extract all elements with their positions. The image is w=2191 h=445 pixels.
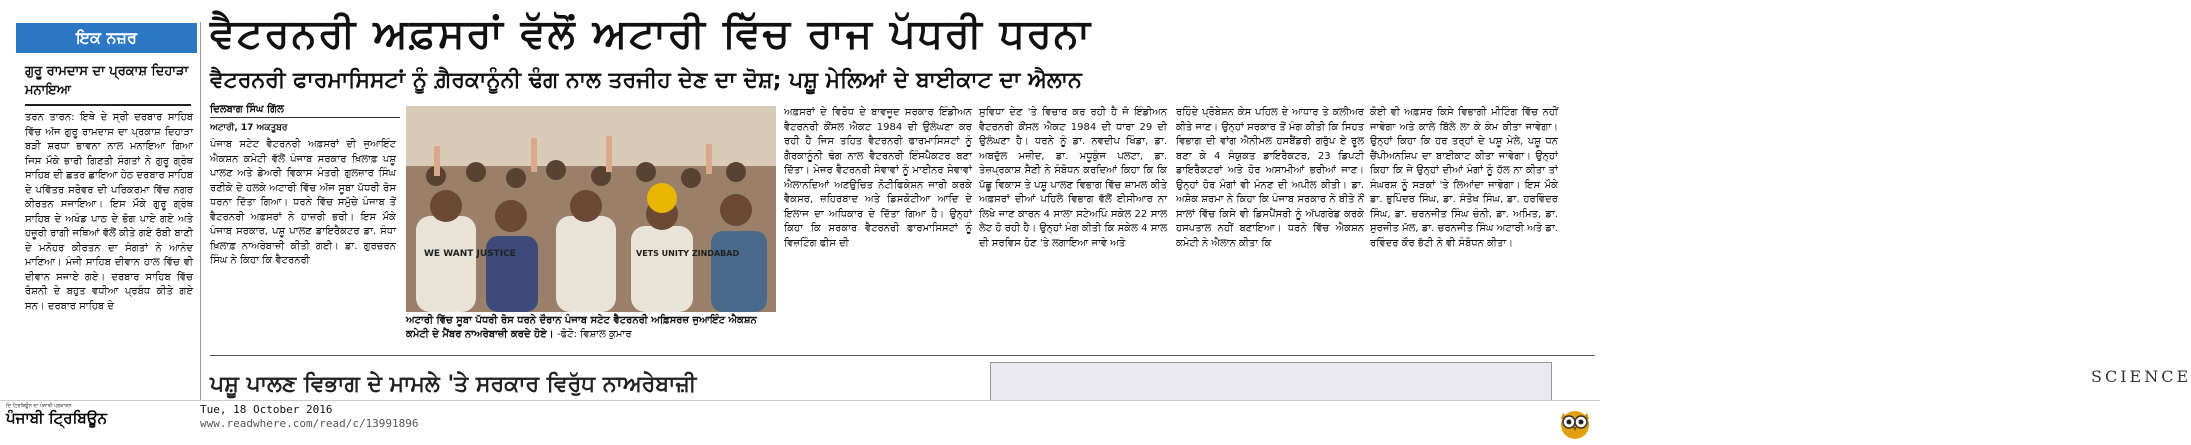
logo-tagline: ਦਿ ਟ੍ਰਿਬਿਊਨ ਦਾ ਪੰਜਾਬੀ ਪ੍ਰਕਾਸ਼ਨ — [6, 403, 72, 409]
publication-logo[interactable]: ਪੰਜਾਬੀ ਟ੍ਰਿਬਿਊਨ — [6, 409, 108, 427]
shirt-text-1: WE WANT JUSTICE — [424, 249, 516, 259]
sidebar-body: ਤਰਨ ਤਾਰਨ: ਇਥੇ ਦੇ ਸ੍ਰੀ ਦਰਬਾਰ ਸਾਹਿਬ ਵਿੱਚ ਅੱਜ ਗੁਰੂ ਰਾਮਦਾਸ ਦਾ ਪ੍ਰਕਾਸ਼ ਦਿਹਾੜਾ ਬੜੀ ਸ਼ਰਧਾ ਭਾਵਨਾ ਨਾਲ ਮਨਾਇਆ ਗਿਆ ਜਿਸ ਮੌਕੇ ਭਾਰੀ ਗਿਣਤੀ ਸੰਗਤਾਂ ਨੇ ਗੁਰੂ ਗ੍ਰੰਥ ਸਾਹਿਬ ਦੀ ਛਤਰ ਛਾਇਆ ਹੇਠ ਦਰਬਾਰ ਸਾਹਿਬ ਦੇ ਪਵਿੱਤਰ ਸਰੋਵਰ ਦੀ ਪਰਿਕਰਮਾ ਵਿੱਚ ਨਗਰ ਕੀਰਤਨ ਸਜਾਇਆ। ਇਸ ਮੌਕੇ ਗੁਰੂ ਗ੍ਰੰਥ ਸਾਹਿਬ ਦੇ ਅਖੰਡ ਪਾਠ ਦੇ ਭੋਗ ਪਾਏ ਗਏ ਅਤੇ ਹਜ਼ੂਰੀ ਰਾਗੀ ਜਥਿਆਂ ਵੱਲੋਂ ਕੀਤੇ ਗਏ ਰੱਬੀ ਬਾਣੀ ਦੇ ਮਨੋਹਰ ਕੀਰਤਨ ਦਾ ਸੰਗਤਾਂ ਨੇ ਆਨੰਦ ਮਾਣਿਆ। ਮੰਜੀ ਸਾਹਿਬ ਦੀਵਾਨ ਹਾਲ ਵਿੱਚ ਵੀ ਦੀਵਾਨ ਸਜਾਏ ਗਏ। ਦਰਬਾਰ ਸਾਹਿਬ ਵਿੱਚ ਰੋਸ਼ਨੀ ਦੇ ਬਹੁਤ ਵਧੀਆ ਪ੍ਰਬੰਧ ਕੀਤੇ ਗਏ ਸਨ। ਦਰਬਾਰ ਸਾਹਿਬ ਦੇ — [25, 112, 193, 312]
owl-icon[interactable] — [1556, 403, 1594, 441]
next-article-headline: ਪਸ਼ੂ ਪਾਲਣ ਵਿਭਾਗ ਦੇ ਮਾਮਲੇ 'ਤੇ ਸਰਕਾਰ ਵਿਰੁੱਧ ਨਾਅਰੇਬਾਜ਼ੀ — [210, 372, 697, 397]
shirt-text-2: VETS UNITY ZINDABAD — [636, 249, 740, 258]
sidebar-brief — [16, 20, 197, 403]
article-column-4: ਸੁਵਿਧਾ ਦੇਣ 'ਤੇ ਵਿਚਾਰ ਕਰ ਰਹੀ ਹੈ ਜੋ ਇੰਡੀਅਨ ਵੈਟਰਨਰੀ ਕੌਂਸਲ ਐਕਟ 1984 ਦੀ ਧਾਰਾ 29 ਦੀ ਉਲੰਘਣਾ ਹੈ। ਧਰਨੇ ਨੂੰ ਡਾ. ਨਵਦੀਪ ਖਿੰਡਾ, ਡਾ. ਅਬਦੁੱਲ ਮਜ਼ੀਦ, ਡਾ. ਮਧੂਕੁੰਜ ਪਲਟਾ, ਡਾ. ਤੇਜ਼ਪ੍ਰਕਾਸ਼ ਸੈਣੀ ਨੇ ਸੰਬੋਧਨ ਕਰਦਿਆਂ ਕਿਹਾ ਕਿ ਕਿ ਪੱਛੂ ਵਿਕਾਸ ਤੇ ਪਸ਼ੂ ਪਾਲਣ ਵਿਭਾਗ ਵਿੱਚ ਸ਼ਾਮਲ ਕੀਤੇ ਅਫ਼ਸਰਾਂ ਦੀਆਂ ਪਹਿਲੇ ਵਿਭਾਗ ਵੱਲੋਂ ਈਸੀਆਰ ਨਾ ਲਿਖੇ ਜਾਣ ਕਾਰਨ 4 ਸਾਲਾ ਸਟੇਅਪਿੰ ਸਕੇਲ 22 ਸਾਲ ਲੇਟ ਹੋ ਰਹੀ ਹੈ। ਉਨ੍ਹਾਂ ਮੰਗ ਕੀਤੀ ਕਿ ਸਕੇਲ 4 ਸਾਲ ਦੀ ਸਰਵਿਸ ਹੋਣ 'ਤੇ ਲਗਾਇਆ ਜਾਵੇ ਅਤੇ — [979, 107, 1167, 249]
section-divider — [210, 355, 1595, 356]
next-photo-text: SCIENCE — [2091, 367, 2191, 386]
article-subheadline: ਵੈਟਰਨਰੀ ਫਾਰਮਾਸਿਸਟਾਂ ਨੂੰ ਗ਼ੈਰਕਾਨੂੰਨੀ ਢੰਗ ਨਾਲ ਤਰਜੀਹ ਦੇਣ ਦਾ ਦੋਸ਼; ਪਸ਼ੂ ਮੇਲਿਆਂ ਦੇ ਬਾਈਕਾਟ ਦਾ ਐਲਾਨ — [210, 68, 1082, 93]
photo-caption-text: ਅਟਾਰੀ ਵਿੱਚ ਸੂਬਾ ਪੱਧਰੀ ਰੋਸ ਧਰਨੇ ਦੌਰਾਨ ਪੰਜਾਬ ਸਟੇਟ ਵੈਟਰਨਰੀ ਅਫ਼ਿਸਰਜ਼ ਜੁਆਇੰਟ ਐਕਸ਼ਨ ਕਮੇਟੀ ਦੇ ਮੈਂਬਰ ਨਾਅਰੇਬਾਜ਼ੀ ਕਰਦੇ ਹੋਏ। — [406, 315, 757, 340]
photo-caption — [406, 314, 776, 342]
sidebar-heading: ਇਕ ਨਜ਼ਰ — [16, 23, 197, 53]
protest-crowd-image — [406, 106, 776, 312]
next-article-photo — [990, 362, 2191, 402]
photo-credit: -ਫੋਟੋ: ਵਿਸ਼ਾਲ ਕੁਮਾਰ — [557, 329, 632, 340]
sidebar-divider — [25, 104, 191, 106]
article-column-3: ਅਫ਼ਸਰਾਂ ਦੇ ਵਿਰੋਧ ਦੇ ਬਾਵਜੂਦ ਸਰਕਾਰ ਇੰਡੀਅਨ ਵੈਟਰਨਰੀ ਕੌਂਸਲ ਐਕਟ 1984 ਦੀ ਉਲੰਘਣਾ ਕਰ ਰਹੀ ਹੈ ਜਿਸ ਤਹਿਤ ਵੈਟਰਨਰੀ ਫਾਰਮਾਸਿਸਟਾਂ ਨੂੰ ਗੈਰਕਾਨੂੰਨੀ ਢੰਗ ਨਾਲ ਵੈਟਰਨਰੀ ਇੰਸਪੈਕਟਰ ਬਣਾ ਦਿੱਤਾ। ਮੇਜਰ ਵੈਟਰਨਰੀ ਸੇਵਾਵਾਂ ਨੂੰ ਮਾਈਨਰ ਸੇਵਾਵਾਂ ਐਲਾਨਦਿਆਂ ਅਣਉਚਿਤ ਨੋਟੀਫਿਕੇਸ਼ਨ ਜਾਰੀ ਕਰਕੇ ਵੈਕਸਰ, ਜ਼ਹਿਰਬਾਦ ਅਤੇ ਡਿਸਕੋਟੀਆ ਆਦਿ ਦੇ ਇਲਾਜ ਦਾ ਅਧਿਕਾਰ ਦੇ ਦਿੱਤਾ ਗਿਆ ਹੈ। ਉਨ੍ਹਾਂ ਕਿਹਾ ਕਿ ਸਰਕਾਰ ਵੈਟਰਨਰੀ ਫਾਰਮਾਸਿਸਟਾਂ ਨੂੰ ਵਿਜ਼ਟਿੰਗ ਫੀਸ ਦੀ — [784, 107, 972, 249]
column-divider — [200, 22, 201, 402]
article-column-6: ਕੋਈ ਵੀ ਅਫ਼ਸਰ ਕਿਸੇ ਵਿਭਾਗੀ ਮੀਟਿੰਗ ਵਿੱਚ ਨਹੀਂ ਜਾਵੇਗਾ ਅਤੇ ਕਾਲੇ ਬਿੱਲੇ ਲਾ ਕੇ ਕੰਮ ਕੀਤਾ ਜਾਵੇਗਾ। ਉਨ੍ਹਾਂ ਕਿਹਾ ਕਿ ਹਰ ਤਰ੍ਹਾਂ ਦੇ ਪਸ਼ੂ ਮੇਲੇ, ਪਸ਼ੂ ਧਨ ਚੈਂਪੀਅਨਸ਼ਿਪ ਦਾ ਬਾਈਕਾਟ ਕੀਤਾ ਜਾਵੇਗਾ। ਉਨ੍ਹਾਂ ਕਿਹਾ ਕਿ ਜੇ ਉਨ੍ਹਾਂ ਦੀਆਂ ਮੰਗਾਂ ਨੂੰ ਹੱਲ ਨਾ ਕੀਤਾ ਤਾਂ ਸੰਘਰਸ਼ ਨੂੰ ਸੜਕਾਂ 'ਤੇ ਲਿਆਂਦਾ ਜਾਵੇਗਾ। ਇਸ ਮੌਕੇ ਡਾ. ਭੁਪਿੰਦਰ ਸਿੰਘ, ਡਾ. ਸੰਤੋਖ ਸਿੰਘ, ਡਾ. ਹਰਵਿੰਦਰ ਸਿੰਘ, ਡਾ. ਚਰਨਜੀਤ ਸਿੰਘ ਚੰਨੀ, ਡਾ. ਅਮਿਤ, ਡਾ. ਸੁਰਜੀਤ ਮੱਲ, ਡਾ. ਚਰਨਜੀਤ ਸਿੰਘ ਅਟਾਰੀ ਅਤੇ ਡਾ. ਰਵਿੰਦਰ ਕੌਰ ਭੱਟੀ ਨੇ ਵੀ ਸੰਬੋਧਨ ਕੀਤਾ। — [1370, 107, 1558, 249]
edition-url[interactable]: www.readwhere.com/read/c/13991896 — [200, 417, 419, 430]
edition-date: Tue, 18 October 2016 — [200, 403, 333, 416]
sidebar-title: ਗੁਰੂ ਰਾਮਦਾਸ ਦਾ ਪ੍ਰਕਾਸ਼ ਦਿਹਾੜਾ ਮਨਾਇਆ — [25, 64, 189, 98]
article-dateline: ਅਟਾਰੀ, 17 ਅਕਤੂਬਰ — [210, 123, 288, 133]
article-photo — [406, 106, 776, 312]
article-column-1: ਪੰਜਾਬ ਸਟੇਟ ਵੈਟਰਨਰੀ ਅਫ਼ਸਰਾਂ ਦੀ ਜੁਆਇੰਟ ਐਕਸ਼ਨ ਕਮੇਟੀ ਵੱਲੋਂ ਪੰਜਾਬ ਸਰਕਾਰ ਖ਼ਿਲਾਫ਼ ਪਸ਼ੂ ਪਾਲਣ ਅਤੇ ਡੇਅਰੀ ਵਿਕਾਸ ਮੰਤਰੀ ਗੁਲਜ਼ਾਰ ਸਿੰਘ ਰਣੀਕੇ ਦੇ ਹਲਕੇ ਅਟਾਰੀ ਵਿੱਚ ਅੱਜ ਸੂਬਾ ਪੱਧਰੀ ਰੋਸ ਧਰਨਾ ਦਿੱਤਾ ਗਿਆ। ਧਰਨੇ ਵਿੱਚ ਸਮੁੱਚੇ ਪੰਜਾਬ ਤੋਂ ਵੈਟਰਨਰੀ ਅਫ਼ਸਰਾਂ ਨੇ ਹਾਜ਼ਰੀ ਭਰੀ। ਇਸ ਮੌਕੇ ਪੰਜਾਬ ਸਰਕਾਰ, ਪਸ਼ੂ ਪਾਲਣ ਡਾਇਰੈਕਟਰ ਡਾ. ਸੰਧਾ ਖ਼ਿਲਾਫ਼ ਨਾਅਰੇਬਾਜ਼ੀ ਕੀਤੀ ਗਈ। ਡਾ. ਗੁਰਚਰਨ ਸਿੰਘ ਨੇ ਕਿਹਾ ਕਿ ਵੈਟਰਨਰੀ — [210, 139, 396, 266]
article-headline: ਵੈਟਰਨਰੀ ਅਫ਼ਸਰਾਂ ਵੱਲੋਂ ਅਟਾਰੀ ਵਿੱਚ ਰਾਜ ਪੱਧਰੀ ਧਰਨਾ — [210, 11, 1093, 57]
article-byline: ਦਿਲਬਾਗ ਸਿੰਘ ਗਿੱਲ — [210, 104, 400, 118]
article-column-5: ਰਹਿੰਦੇ ਪ੍ਰੋਬੇਸ਼ਨ ਕੇਸ ਪਹਿਲ ਦੇ ਆਧਾਰ ਤੇ ਕਲੀਅਰ ਕੀਤੇ ਜਾਣ। ਉਨ੍ਹਾਂ ਸਰਕਾਰ ਤੋਂ ਮੰਗ ਕੀਤੀ ਕਿ ਸਿਹਤ ਵਿਭਾਗ ਦੀ ਵਾਂਗ ਐਨੀਮਲ ਹਸਬੈਂਡਰੀ ਗਰੁੱਪ ਏ ਰੂਲ ਬਣਾ ਕੇ 4 ਸੰਯੁਕਤ ਡਾਇਰੈਕਟਰ, 23 ਡਿਪਟੀ ਡਾਇਰੈਕਟਰਾਂ ਅਤੇ ਹੋਰ ਅਸਾਮੀਆਂ ਭਰੀਆਂ ਜਾਣ। ਉਨ੍ਹਾਂ ਹੋਰ ਮੰਗਾਂ ਵੀ ਮੰਨਣ ਦੀ ਅਪੀਲ ਕੀਤੀ। ਡਾ. ਅਸ਼ੋਕ ਸ਼ਰਮਾ ਨੇ ਕਿਹਾ ਕਿ ਪੰਜਾਬ ਸਰਕਾਰ ਨੇ ਬੀਤੇ ਨੌਂ ਸਾਲਾਂ ਵਿੱਚ ਕਿਸੇ ਵੀ ਡਿਸਪੈਂਸਰੀ ਨੂੰ ਅੱਪਗਰੇਡ ਕਰਕੇ ਹਸਪਤਾਲ ਨਹੀਂ ਬਣਾਇਆ। ਧਰਨੇ ਵਿੱਚ ਐਕਸ਼ਨ ਕਮੇਟੀ ਨੇ ਐਲਾਨ ਕੀਤਾ ਕਿ — [1176, 107, 1364, 249]
